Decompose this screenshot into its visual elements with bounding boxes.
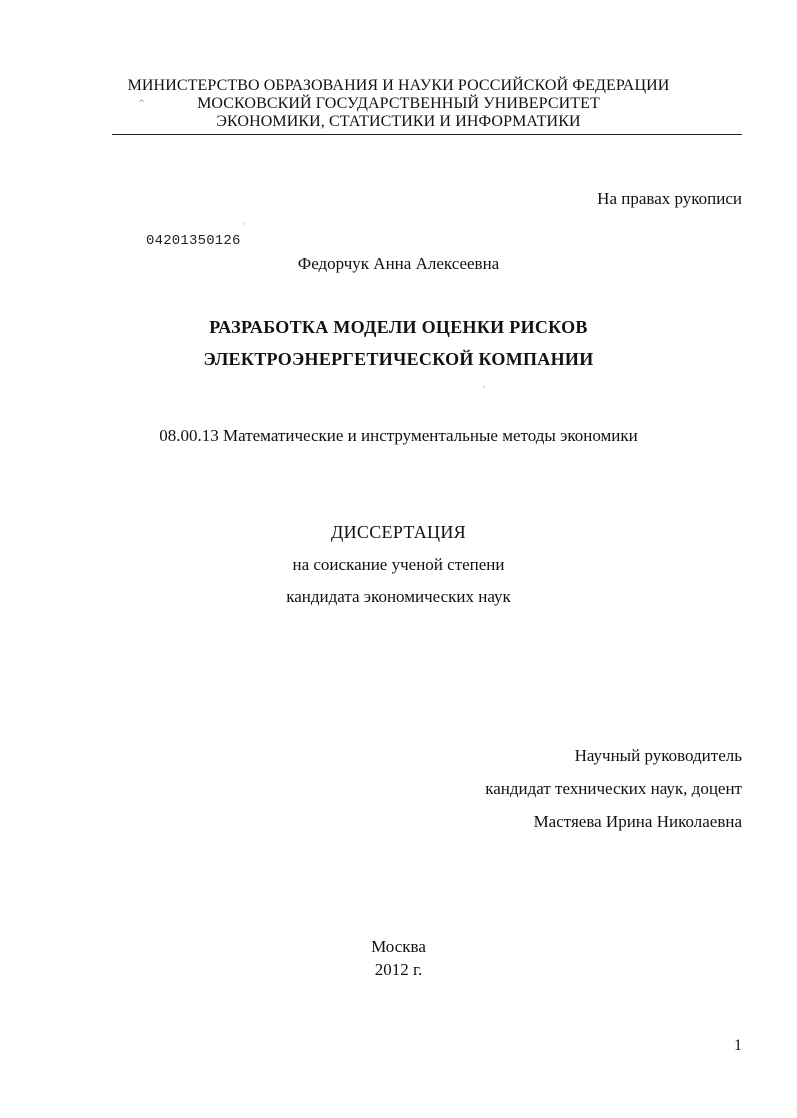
supervisor-role: Научный руководитель: [574, 746, 742, 765]
dissertation-title-line1: РАЗРАБОТКА МОДЕЛИ ОЦЕНКИ РИСКОВ: [209, 317, 588, 337]
ministry-heading: МИНИСТЕРСТВО ОБРАЗОВАНИЯ И НАУКИ РОССИЙСКОЙ ФЕДЕРАЦИИ: [127, 77, 670, 94]
dissertation-title-line2: ЭЛЕКТРОЭНЕРГЕТИЧЕСКОЙ КОМПАНИИ: [203, 349, 594, 369]
specialty: 08.00.13 Математические и инструментальные методы экономики: [159, 426, 638, 445]
supervisor-name: Мастяева Ирина Николаевна: [533, 812, 742, 831]
year: 2012 г.: [374, 960, 423, 979]
degree-line1: на соискание ученой степени: [292, 555, 505, 574]
scan-artifact-dot: ·: [243, 220, 246, 230]
supervisor-degree: кандидат технических наук, доцент: [485, 779, 742, 798]
registration-number: 04201350126: [146, 233, 241, 249]
university-heading-line2: ЭКОНОМИКИ, СТАТИСТИКИ И ИНФОРМАТИКИ: [216, 113, 581, 130]
scan-artifact-mark: ^: [138, 99, 146, 109]
document-type: ДИССЕРТАЦИЯ: [331, 522, 466, 542]
manuscript-note: На правах рукописи: [597, 189, 742, 208]
city: Москва: [371, 937, 426, 956]
page-number: 1: [734, 1037, 742, 1054]
scan-artifact-dot-2: `: [482, 386, 487, 396]
degree-line2: кандидата экономических наук: [286, 587, 511, 606]
university-heading-line1: МОСКОВСКИЙ ГОСУДАРСТВЕННЫЙ УНИВЕРСИТЕТ: [197, 95, 600, 112]
author-name: Федорчук Анна Алексеевна: [297, 254, 500, 273]
header-divider: [112, 134, 742, 135]
